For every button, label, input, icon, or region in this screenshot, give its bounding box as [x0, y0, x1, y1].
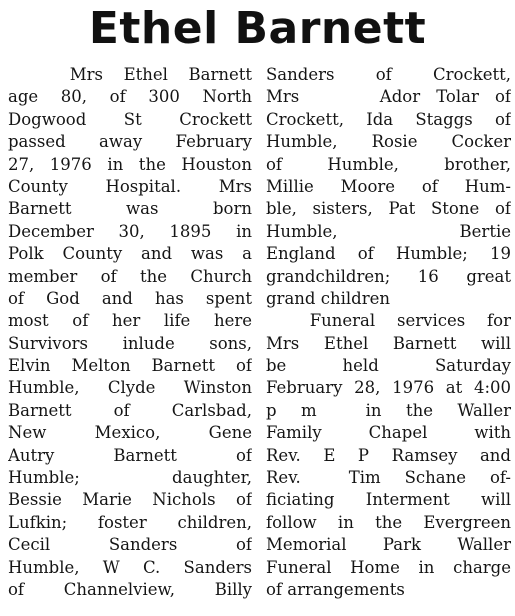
obituary-line: Sanders of Crockett,: [266, 65, 511, 84]
obituary-line: Elvin Melton Barnett of: [8, 356, 252, 376]
obituary-line: ble, sisters, Pat Stone of: [266, 199, 511, 219]
obituary-line: most of her life here: [8, 311, 252, 331]
obituary-line: passed away February: [8, 132, 252, 152]
obituary-right-column: [266, 64, 511, 601]
obituary-line: Polk County and was a: [8, 244, 252, 264]
obituary-line: Bessie Marie Nichols of: [8, 490, 252, 510]
obituary-line: age 80, of 300 North: [8, 87, 252, 107]
obituary-line: grandchildren; 16 great: [266, 266, 511, 286]
obituary-line: Mrs Ethel Barnett: [8, 65, 252, 84]
obituary-line: p m in the Waller: [266, 400, 511, 420]
obituary-line: County Hospital. Mrs: [8, 176, 252, 196]
obituary-line: of God and has spent: [8, 288, 252, 308]
obituary-line: follow in the Evergreen: [266, 512, 511, 532]
obituary-line: Mrs Ethel Barnett will: [266, 333, 511, 353]
obituary-line: Memorial Park Waller: [266, 535, 511, 555]
obituary-line: Humble, Rosie Cocker: [266, 132, 511, 152]
obituary-line: ficiating Interment will: [266, 490, 511, 510]
obituary-line: December 30, 1895 in: [8, 221, 252, 241]
obituary-line: Mrs Ador Tolar of: [266, 87, 511, 107]
obituary-line: Humble, Clyde Winston: [8, 378, 252, 398]
obituary-line: Humble; daughter,: [8, 468, 252, 488]
obituary-line: Humble, Bertie: [266, 221, 511, 241]
obituary-line: member of the Church: [8, 266, 252, 286]
obituary-line: England of Humble; 19: [266, 244, 511, 264]
obituary-line: Lufkin; foster children,: [8, 512, 252, 532]
obituary-line: of Channelview, Billy: [8, 579, 252, 599]
obituary-line: February 28, 1976 at 4:00: [266, 378, 511, 398]
obituary-title: Ethel Barnett: [88, 3, 427, 54]
obituary-line: Autry Barnett of: [8, 445, 252, 465]
obituary-line: Family Chapel with: [266, 423, 511, 443]
obituary-line: Millie Moore of Hum-: [266, 176, 511, 196]
obituary-line: New Mexico, Gene: [8, 423, 252, 443]
obituary-line: Cecil Sanders of: [8, 535, 252, 555]
obituary-line: Crockett, Ida Staggs of: [266, 109, 511, 129]
obituary-line: Survivors inlude sons,: [8, 333, 252, 353]
obituary-line: Barnett was born: [8, 199, 252, 219]
obituary-left-column: [8, 64, 252, 601]
obituary-line: be held Saturday: [266, 356, 511, 376]
obituary-line: Humble, W C. Sanders: [8, 557, 252, 577]
obituary-line: Funeral Home in charge: [266, 557, 511, 577]
obituary-line: Funeral services for: [266, 311, 511, 331]
obituary-line: Dogwood St Crockett: [8, 109, 252, 129]
obituary-line: Rev. Tim Schane of-: [266, 468, 511, 488]
obituary-line: of Humble, brother,: [266, 154, 511, 174]
obituary-line: Barnett of Carlsbad,: [8, 400, 252, 420]
obituary-line: Rev. E P Ramsey and: [266, 445, 511, 465]
obituary-line: of arrangements: [266, 579, 405, 599]
obituary-line: grand children: [266, 288, 390, 308]
obituary-line: 27, 1976 in the Houston: [8, 154, 252, 174]
